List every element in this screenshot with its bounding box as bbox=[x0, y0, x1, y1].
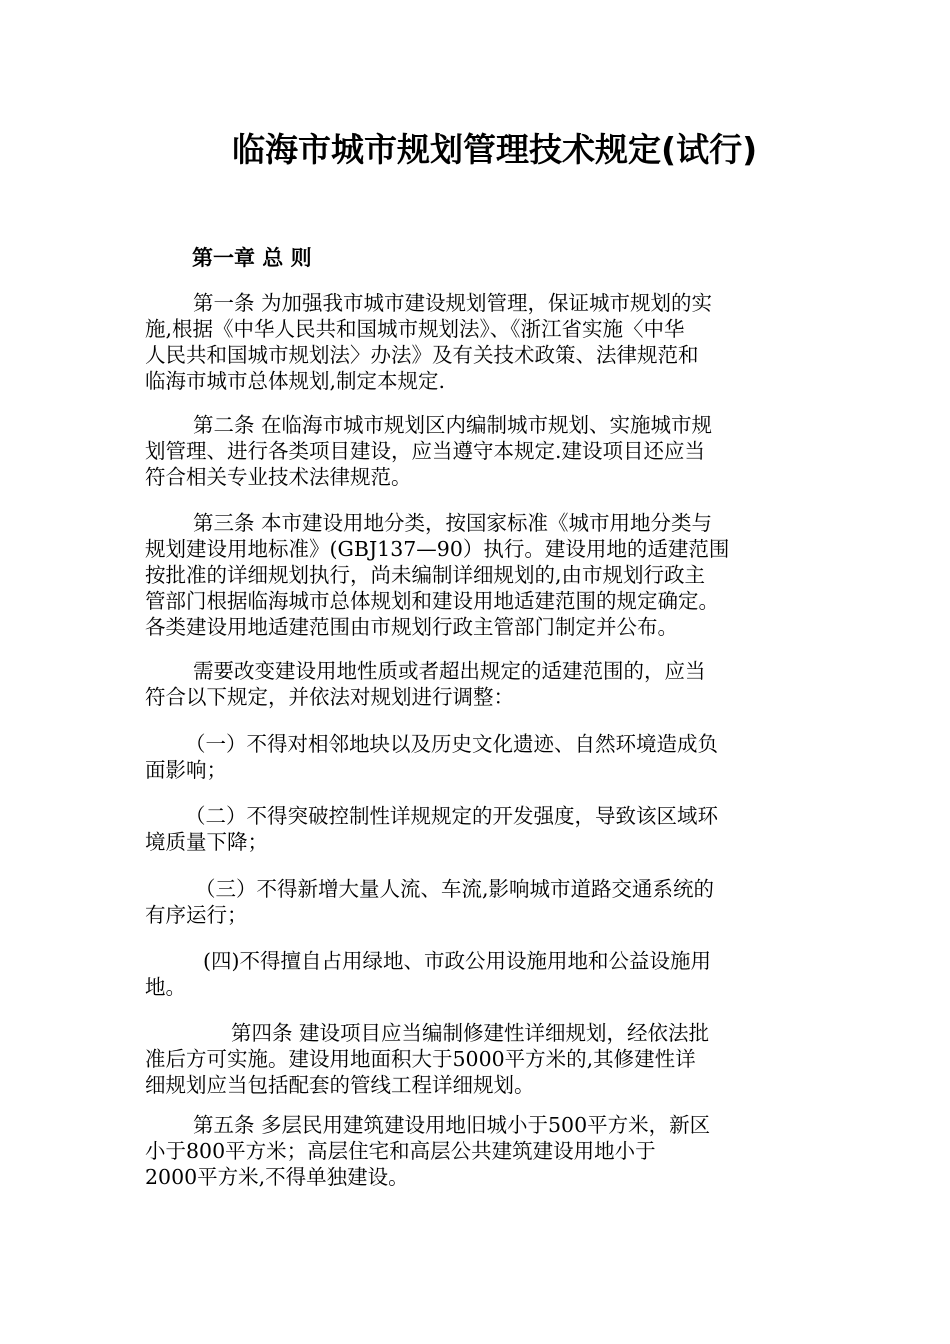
paragraph-line: 需要改变建设用地性质或者超出规定的适建范围的，应当 bbox=[193, 659, 706, 683]
paragraph-line: 第一条 为加强我市城市建设规划管理，保证城市规划的实 bbox=[193, 291, 713, 315]
article-5-paragraph bbox=[145, 1112, 805, 1190]
document-title: 临海市城市规划管理技术规定(试行) bbox=[232, 130, 758, 169]
paragraph-line: 有序运行； bbox=[145, 903, 248, 927]
paragraph-line: 临海市城市总体规划,制定本规定. bbox=[145, 369, 446, 393]
rule-item-1 bbox=[145, 731, 805, 783]
article-4-paragraph bbox=[145, 1020, 805, 1098]
paragraph-line: 人民共和国城市规划法〉办法》及有关技术政策、法律规范和 bbox=[145, 343, 699, 367]
rule-item-4 bbox=[145, 948, 805, 1000]
paragraph-line: 第二条 在临海市城市规划区内编制城市规划、实施城市规 bbox=[193, 413, 713, 437]
paragraph-line: 2000平方米,不得单独建设。 bbox=[145, 1165, 409, 1189]
paragraph-line: 规划建设用地标准》(GBJ137—90）执行。建设用地的适建范围 bbox=[145, 537, 730, 561]
article-3-paragraph bbox=[145, 510, 805, 640]
paragraph-line: 按批准的详细规划执行，尚未编制详细规划的,由市规划行政主 bbox=[145, 563, 706, 587]
paragraph-line: 符合相关专业技术法律规范。 bbox=[145, 465, 412, 489]
paragraph-line: 面影响； bbox=[145, 758, 227, 782]
paragraph-line: 准后方可实施。建设用地面积大于5000平方米的,其修建性详 bbox=[145, 1047, 696, 1071]
paragraph-line: 各类建设用地适建范围由市规划行政主管部门制定并公布。 bbox=[145, 615, 678, 639]
paragraph-line: 符合以下规定，并依法对规划进行调整： bbox=[145, 685, 514, 709]
paragraph-line: 第五条 多层民用建筑建设用地旧城小于500平方米，新区 bbox=[193, 1113, 711, 1137]
paragraph-line: 第四条 建设项目应当编制修建性详细规划，经依法批 bbox=[231, 1021, 710, 1045]
paragraph-line: 管部门根据临海城市总体规划和建设用地适建范围的规定确定。 bbox=[145, 589, 719, 613]
article-2-paragraph bbox=[145, 412, 805, 490]
rule-item-2 bbox=[145, 803, 805, 855]
paragraph-line: 施,根据《中华人民共和国城市规划法》、《浙江省实施〈中华 bbox=[145, 317, 685, 341]
paragraph-line: 境质量下降； bbox=[145, 830, 268, 854]
paragraph-line: （三）不得新增大量人流、车流,影响城市道路交通系统的 bbox=[195, 877, 715, 901]
land-use-change-paragraph bbox=[145, 658, 805, 710]
paragraph-line: 细规划应当包括配套的管线工程详细规划。 bbox=[145, 1073, 535, 1097]
paragraph-line: （二）不得突破控制性详规规定的开发强度，导致该区域环 bbox=[185, 804, 718, 828]
chapter-heading: 第一章 总 则 bbox=[192, 246, 312, 270]
article-1-paragraph bbox=[145, 290, 805, 394]
paragraph-line: 划管理、进行各类项目建设，应当遵守本规定.建设项目还应当 bbox=[145, 439, 706, 463]
paragraph-line: (四)不得擅自占用绿地、市政公用设施用地和公益设施用 bbox=[203, 949, 711, 973]
paragraph-line: 地。 bbox=[145, 975, 186, 999]
paragraph-line: 小于800平方米；高层住宅和高层公共建筑建设用地小于 bbox=[145, 1139, 656, 1163]
paragraph-line: 第三条 本市建设用地分类，按国家标准《城市用地分类与 bbox=[193, 511, 713, 535]
rule-item-3 bbox=[145, 876, 805, 928]
paragraph-line: （一）不得对相邻地块以及历史文化遗迹、自然环境造成负 bbox=[185, 732, 718, 756]
